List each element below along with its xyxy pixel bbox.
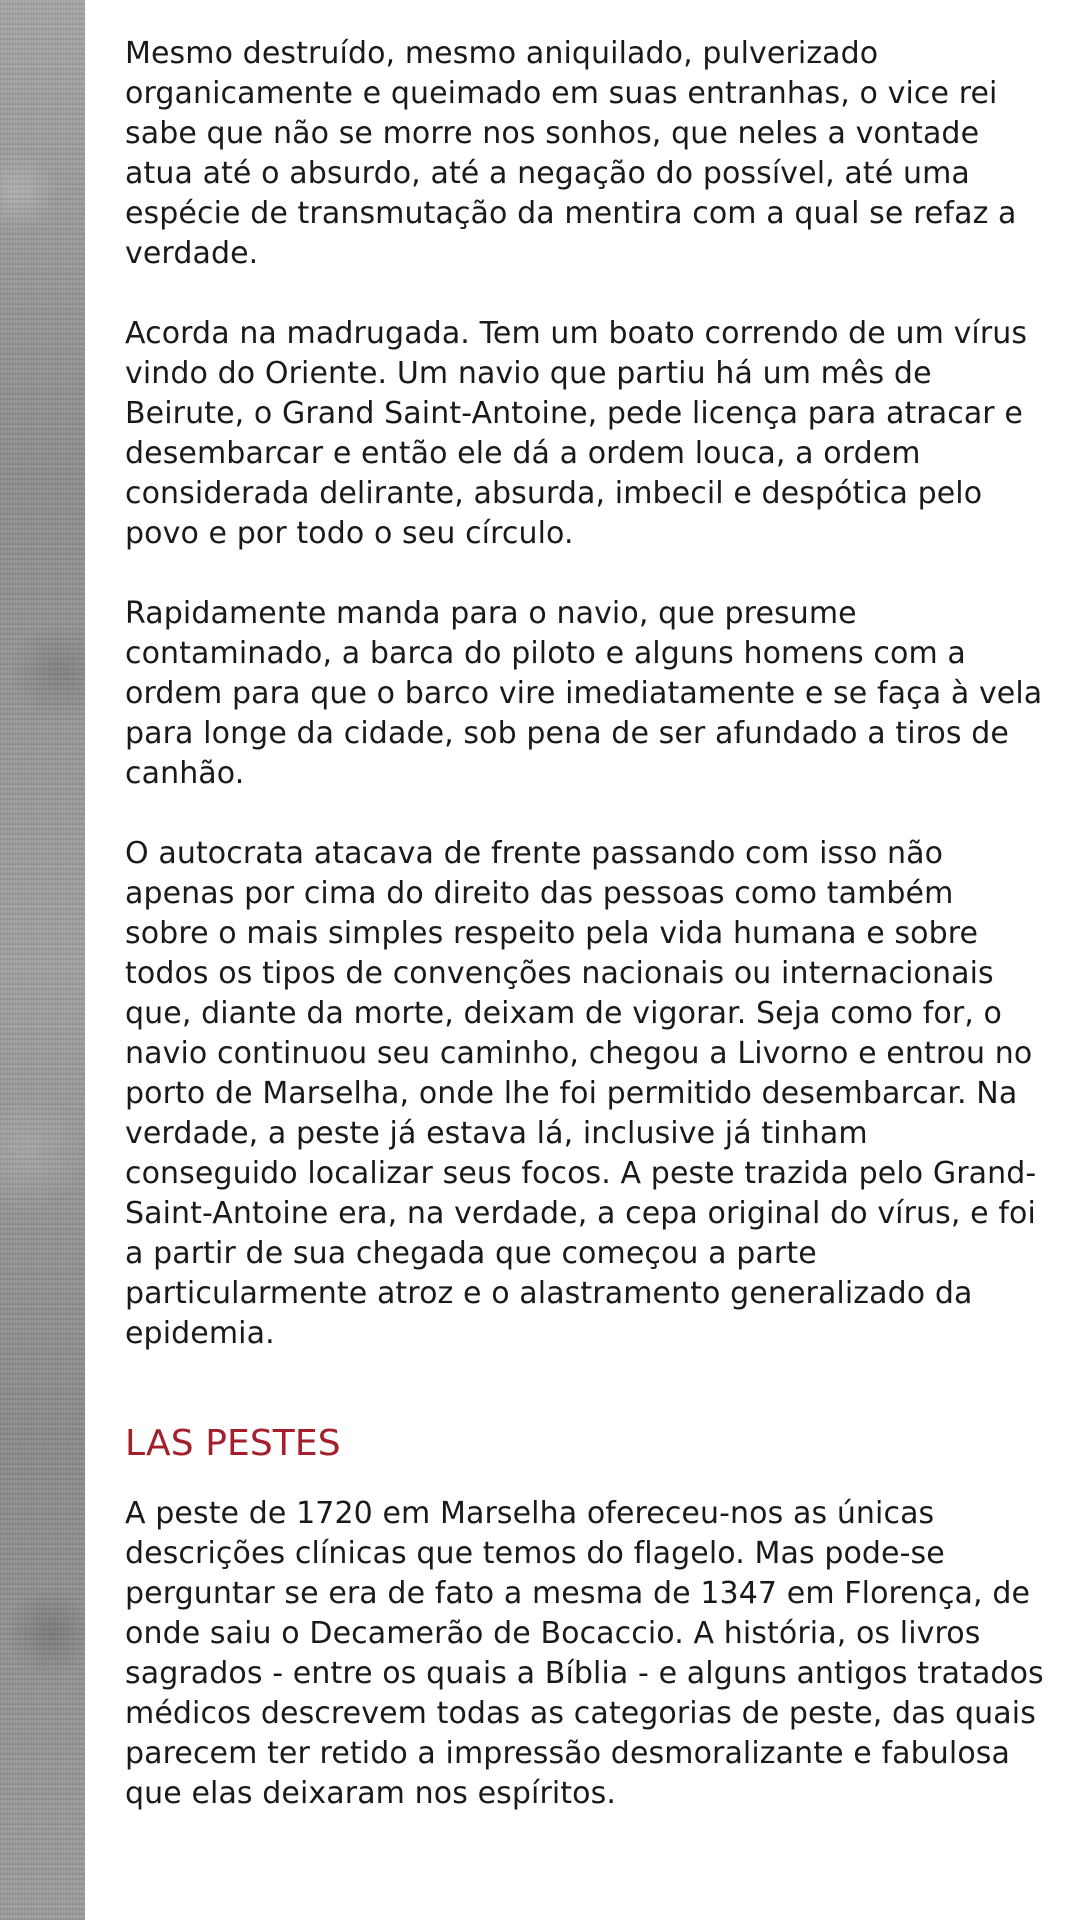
paragraph-1: Mesmo destruído, mesmo aniquilado, pulverizado organicamente e queimado em suas entranhas, o vice rei sabe que não se morre nos sonhos, que neles a vontade atua até o absurdo, até a negação do possível, até uma espécie de transmutação da mentira com a qual se refaz a verdade. [125,36,1017,271]
stone-texture-sidebar [0,0,85,1920]
paragraph-3: Rapidamente manda para o navio, que presume contaminado, a barca do piloto e alguns homens com a ordem para que o barco vire imediatamente e se faça à vela para longe da cidade, sob pena de ser afundado a tiros de canhão. [125,596,1043,791]
paragraph-2: Acorda na madrugada. Tem um boato correndo de um vírus vindo do Oriente. Um navio que partiu há um mês de Beirute, o Grand Saint-Antoine, pede licença para atracar e desembarcar e então ele dá a ordem louca, a ordem considerada delirante, absurda, imbecil e despótica pelo povo e por todo o seu círculo. [125,316,1028,551]
article-body [125,34,1045,1854]
section-paragraph: A peste de 1720 em Marselha ofereceu-nos as únicas descrições clínicas que temos do flagelo. Mas pode-se perguntar se era de fato a mesma de 1347 em Florença, de onde saiu o Decamerão de Bocaccio. A história, os livros sagrados - entre os quais a Bíblia - e alguns antigos tratados médicos descrevem todas as categorias de peste, das quais parecem ter retido a impressão desmoralizante e fabulosa que elas deixaram nos espíritos. [125,1496,1044,1811]
section-heading: LAS PESTES [125,1423,341,1464]
paragraph-4: O autocrata atacava de frente passando com isso não apenas por cima do direito das pessoas como também sobre o mais simples respeito pela vida humana e sobre todos os tipos de convenções nacionais ou internacionais que, diante da morte, deixam de vigorar. Seja como for, o navio continuou seu caminho, chegou a Livorno e entrou no porto de Marselha, onde lhe foi permitido desembarcar. Na verdade, a peste já estava lá, inclusive já tinham conseguido localizar seus focos. A peste trazida pelo Grand-Saint-Antoine era, na verdade, a cepa original do vírus, e foi a partir de sua chegada que começou a parte particularmente atroz e o alastramento generalizado da epidemia. [125,836,1037,1351]
